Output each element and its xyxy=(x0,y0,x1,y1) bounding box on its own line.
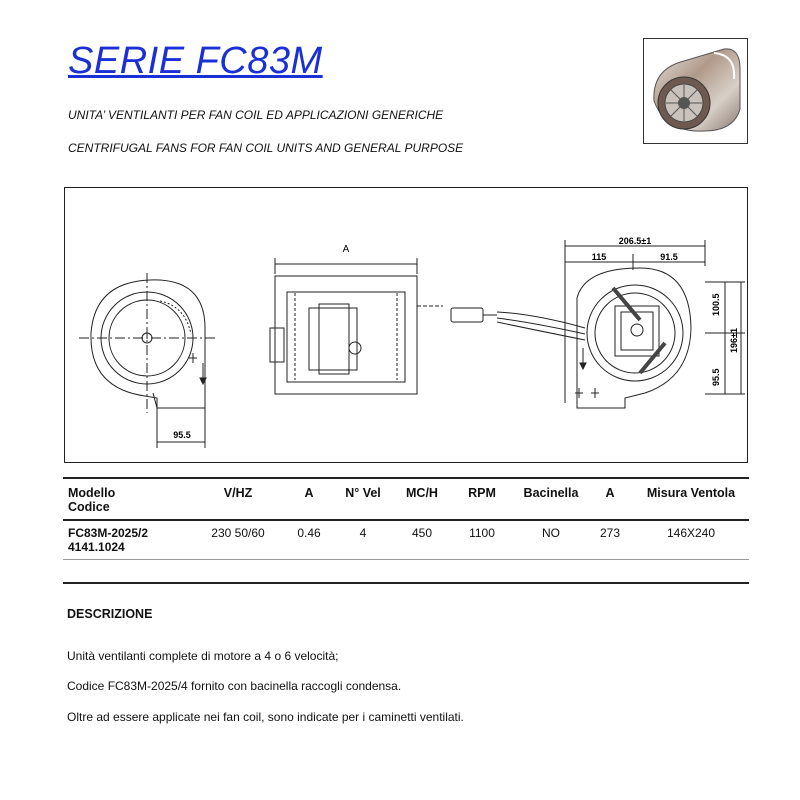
technical-drawing xyxy=(64,187,748,463)
header-mch: MC/H xyxy=(406,486,438,500)
dim-196: 196±1 xyxy=(729,328,739,353)
description-line-1: Unità ventilanti complete di motore a 4 o 6 velocità; xyxy=(67,649,339,663)
dim-100-5: 100.5 xyxy=(711,293,721,316)
subtitle-english: CENTRIFUGAL FANS FOR FAN COIL UNITS AND GENERAL PURPOSE xyxy=(68,141,464,155)
dim-a: A xyxy=(342,244,350,255)
description-line-2: Codice FC83M-2025/4 fornito con bacinella raccogli condensa. xyxy=(67,679,402,693)
product-photo xyxy=(643,38,748,144)
page-title: SERIE FC83M xyxy=(68,40,323,82)
dim-115: 115 xyxy=(591,252,607,262)
cell-vhz: 230 50/60 xyxy=(211,526,265,540)
cell-modello: FC83M-2025/2 4141.1024 xyxy=(68,526,149,554)
description-line-3: Oltre ad essere applicate nei fan coil, sono indicate per i caminetti ventilati. xyxy=(67,710,464,724)
dim-95-5-left: 95.5 xyxy=(173,430,191,440)
cell-bacinella: NO xyxy=(542,526,560,540)
header-a2: A xyxy=(605,486,615,500)
cell-a2: 273 xyxy=(599,526,621,540)
header-modello: Modello Codice xyxy=(68,486,116,514)
cell-n-vel: 4 xyxy=(359,526,367,540)
subtitle-italian: UNITA’ VENTILANTI PER FAN COIL ED APPLICAZIONI GENERICHE xyxy=(68,108,444,122)
cell-mch: 450 xyxy=(411,526,433,540)
cell-rpm: 1100 xyxy=(469,526,495,540)
dim-206-5: 206.5±1 xyxy=(618,236,652,246)
cell-a: 0.46 xyxy=(297,526,321,540)
header-misura-ventola: Misura Ventola xyxy=(646,486,736,500)
header-a: A xyxy=(304,486,314,500)
dim-95-5-right: 95.5 xyxy=(711,368,721,386)
cell-misura-ventola: 146X240 xyxy=(666,526,716,540)
description-heading: DESCRIZIONE xyxy=(67,607,153,621)
header-bacinella: Bacinella xyxy=(523,486,579,500)
table-bottom-rule xyxy=(63,559,749,560)
header-n-vel: N° Vel xyxy=(345,486,381,500)
dim-91-5: 91.5 xyxy=(660,252,678,262)
header-vhz: V/HZ xyxy=(223,486,253,500)
header-rpm: RPM xyxy=(468,486,496,500)
table-header-rule xyxy=(63,519,749,521)
table-top-rule xyxy=(63,477,749,479)
section-divider xyxy=(63,582,749,584)
